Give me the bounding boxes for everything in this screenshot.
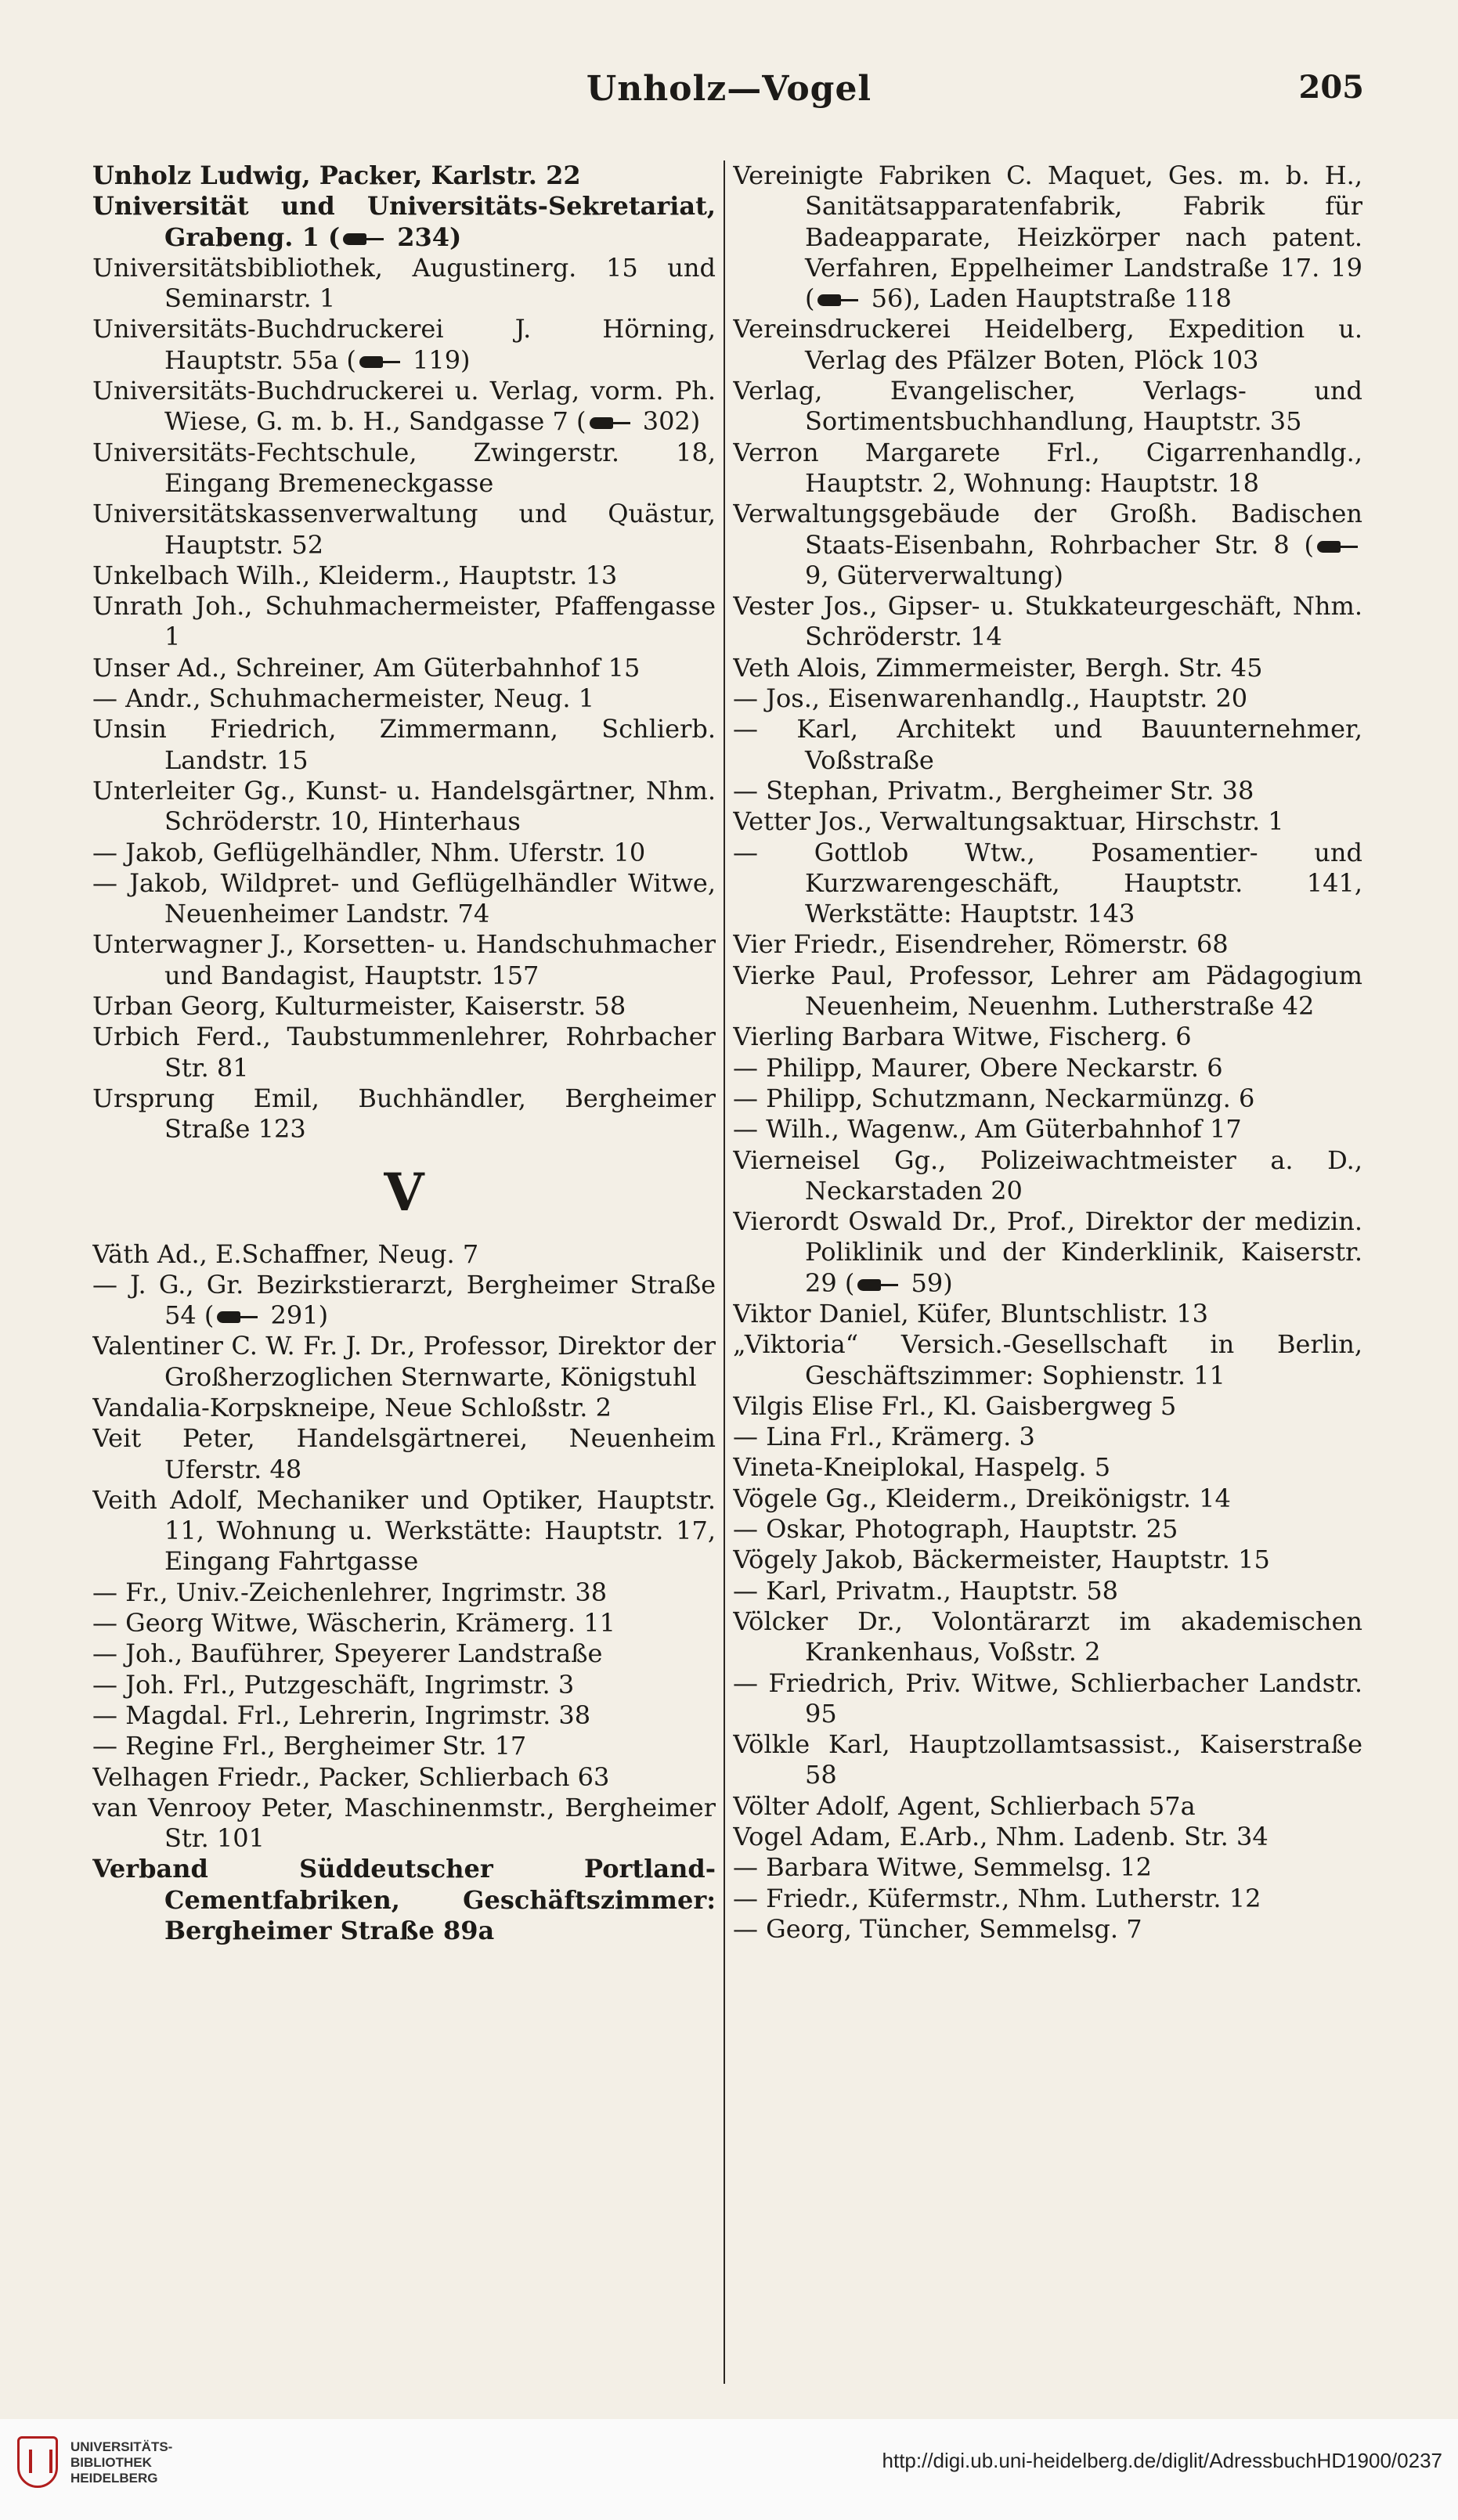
directory-entry	[733, 1668, 1362, 1730]
directory-entry	[733, 438, 1362, 499]
directory-entry	[733, 1606, 1362, 1668]
directory-entry	[92, 838, 716, 868]
entry-text: — Gottlob Wtw., Posamentier- und Kurzwarengeschäft, Hauptstr. 141, Werkstätte: Hauptstr. 143	[733, 837, 1362, 929]
directory-entry	[733, 838, 1362, 930]
entry-text: Verlag, Evangelischer, Verlags- und Sortimentsbuchhandlung, Hauptstr. 35	[733, 376, 1362, 437]
logo-line-2: BIBLIOTHEK	[70, 2455, 152, 2470]
telephone-icon	[343, 230, 385, 247]
directory-entry	[733, 1299, 1362, 1329]
directory-entry	[733, 961, 1362, 1022]
directory-entry	[92, 1393, 716, 1423]
entry-text: — Magdal. Frl., Lehrerin, Ingrimstr. 38	[92, 1700, 591, 1730]
directory-entry	[92, 1423, 716, 1485]
footer	[0, 2419, 1458, 2520]
directory-entry	[92, 1762, 716, 1793]
entry-text: Valentiner C. W. Fr. J. Dr., Professor, Direktor der Großherzoglichen Sternwarte, Königstuhl	[92, 1331, 716, 1392]
directory-entry	[92, 438, 716, 499]
entry-text: Universitätsbibliothek, Augustinerg. 15 und Seminarstr. 1	[92, 252, 716, 314]
entry-text: Unkelbach Wilh., Kleiderm., Hauptstr. 13	[92, 560, 618, 590]
entry-text: — Regine Frl., Bergheimer Str. 17	[92, 1731, 527, 1761]
directory-entry	[733, 160, 1362, 314]
directory-entry	[733, 1822, 1362, 1852]
directory-entry	[733, 1545, 1362, 1575]
entry-text: van Venrooy Peter, Maschinenmstr., Bergheimer Str. 101	[92, 1792, 716, 1854]
entry-text: — Stephan, Privatm., Bergheimer Str. 38	[733, 775, 1254, 806]
page-number: 205	[1298, 69, 1364, 106]
directory-entry	[733, 1022, 1362, 1052]
entry-text: — Oskar, Photograph, Hauptstr. 25	[733, 1514, 1178, 1545]
directory-entry	[92, 929, 716, 991]
entry-text: Unterleiter Gg., Kunst- u. Handelsgärtner, Nhm. Schröderstr. 10, Hinterhaus	[92, 775, 716, 837]
entry-text: Verband Süddeutscher Portland-Cementfabriken, Geschäftszimmer: Bergheimer Straße 89a	[92, 1854, 716, 1946]
entry-text: — Joh. Frl., Putzgeschäft, Ingrimstr. 3	[92, 1669, 575, 1700]
entry-text: — Lina Frl., Krämerg. 3	[733, 1422, 1035, 1452]
telephone-icon	[1317, 538, 1359, 555]
entry-text: — Barbara Witwe, Semmelsg. 12	[733, 1852, 1152, 1883]
entry-text: — Karl, Privatm., Hauptstr. 58	[733, 1575, 1119, 1606]
entry-text: — Andr., Schuhmachermeister, Neug. 1	[92, 683, 595, 714]
entry-text: Universitäts-Fechtschule, Zwingerstr. 18, Eingang Bremeneckgasse	[92, 437, 716, 498]
entry-text: Universitätskassenverwaltung und Quästur, Hauptstr. 52	[92, 499, 716, 560]
entry-text: Velhagen Friedr., Packer, Schlierbach 63	[92, 1761, 610, 1792]
entry-text: Vilgis Elise Frl., Kl. Gaisbergweg 5	[733, 1390, 1177, 1421]
directory-entry	[92, 1731, 716, 1761]
entry-text: Verwaltungsgebäude der Großh. Badischen Staats-Eisenbahn, Rohrbacher Str. 8 ( 9, Güterverwaltung)	[733, 499, 1362, 590]
entry-text: — Jakob, Geflügelhändler, Nhm. Uferstr. 10	[92, 837, 646, 867]
left-column	[92, 160, 716, 2392]
entry-text: Urban Georg, Kulturmeister, Kaiserstr. 58	[92, 991, 626, 1022]
entry-text: — Philipp, Maurer, Obere Neckarstr. 6	[733, 1052, 1223, 1083]
entry-text: — Joh., Bauführer, Speyerer Landstraße	[92, 1639, 603, 1669]
entry-text: — Karl, Architekt und Bauunternehmer, Voßstraße	[733, 714, 1362, 775]
directory-entry	[733, 653, 1362, 683]
directory-entry	[92, 1608, 716, 1639]
entry-text: Vögely Jakob, Bäckermeister, Hauptstr. 15	[733, 1545, 1270, 1575]
directory-entry	[733, 1514, 1362, 1545]
directory-entry	[733, 1391, 1362, 1422]
entry-text: — J. G., Gr. Bezirkstierarzt, Bergheimer Straße 54 ( 291)	[92, 1269, 716, 1331]
directory-entry	[92, 561, 716, 591]
entry-text: Veith Adolf, Mechaniker und Optiker, Hauptstr. 11, Wohnung u. Werkstätte: Hauptstr. 17, Eingang Fahrtgasse	[92, 1484, 716, 1577]
logo-line-1: UNIVERSITÄTS-	[70, 2439, 173, 2454]
page-header	[94, 61, 1364, 116]
directory-entry	[92, 376, 716, 438]
directory-entry	[733, 776, 1362, 806]
directory-entry	[733, 1914, 1362, 1945]
directory-entry	[733, 1114, 1362, 1145]
entry-text: Vereinsdruckerei Heidelberg, Expedition u. Verlag des Pfälzer Boten, Plöck 103	[733, 314, 1362, 375]
library-logo-icon	[17, 2436, 58, 2488]
directory-entry	[733, 376, 1362, 438]
directory-entry	[733, 1791, 1362, 1822]
entry-text: — Jos., Eisenwarenhandlg., Hauptstr. 20	[733, 683, 1248, 714]
directory-entry	[92, 591, 716, 653]
directory-entry	[92, 1485, 716, 1577]
entry-text: Vereinigte Fabriken C. Maquet, Ges. m. b. H., Sanitätsapparatenfabrik, Fabrik für Badeapparate, Heizkörper nach patent. Verfahren, Eppelheimer Landstraße 17. 19 ( 56), Laden Hauptstraße 118	[733, 160, 1362, 314]
directory-entry	[92, 1022, 716, 1083]
entry-text: Vierke Paul, Professor, Lehrer am Pädagogium Neuenheim, Neuenhm. Lutherstraße 42	[733, 960, 1362, 1022]
directory-entry	[733, 1145, 1362, 1207]
entry-text: Vester Jos., Gipser- u. Stukkateurgeschäft, Nhm. Schröderstr. 14	[733, 591, 1362, 652]
entry-text: Unsin Friedrich, Zimmermann, Schlierb. Landstr. 15	[92, 714, 716, 775]
directory-entry	[92, 1854, 716, 1946]
entry-text: Vineta-Kneiplokal, Haspelg. 5	[733, 1452, 1111, 1483]
directory-entry	[92, 1331, 716, 1393]
directory-entry	[733, 1329, 1362, 1391]
entry-text: Urbich Ferd., Taubstummenlehrer, Rohrbacher Str. 81	[92, 1022, 716, 1083]
telephone-icon	[217, 1308, 259, 1325]
entry-text: — Jakob, Wildpret- und Geflügelhändler Witwe, Neuenheimer Landstr. 74	[92, 867, 716, 929]
directory-entry	[92, 653, 716, 683]
entry-text: — Georg Witwe, Wäscherin, Krämerg. 11	[92, 1608, 615, 1639]
directory-entry	[733, 1053, 1362, 1083]
entry-text: — Friedr., Küfermstr., Nhm. Lutherstr. 12	[733, 1883, 1261, 1913]
column-divider	[724, 160, 725, 2384]
directory-entry	[92, 499, 716, 561]
directory-entry	[92, 1577, 716, 1608]
entry-text: — Philipp, Schutzmann, Neckarmünzg. 6	[733, 1083, 1255, 1113]
directory-entry	[733, 1484, 1362, 1514]
directory-entry	[92, 1270, 716, 1332]
directory-entry	[733, 1422, 1362, 1452]
telephone-icon	[817, 291, 860, 308]
directory-entry	[733, 714, 1362, 776]
entry-text: „Viktoria“ Versich.-Gesellschaft in Berlin, Geschäftszimmer: Sophienstr. 11	[733, 1329, 1362, 1390]
entry-text: Völcker Dr., Volontärarzt im akademischen Krankenhaus, Voßstr. 2	[733, 1606, 1362, 1667]
entry-text: Ursprung Emil, Buchhändler, Bergheimer Straße 123	[92, 1083, 716, 1145]
directory-entry	[92, 191, 716, 253]
directory-entry	[733, 1083, 1362, 1114]
telephone-icon	[359, 353, 402, 370]
directory-entry	[733, 1576, 1362, 1606]
entry-text: Universitäts-Buchdruckerei u. Verlag, vorm. Ph. Wiese, G. m. b. H., Sandgasse 7 ( 302)	[92, 376, 716, 437]
entry-text: Vierling Barbara Witwe, Fischerg. 6	[733, 1022, 1192, 1052]
entry-text: Vier Friedr., Eisendreher, Römerstr. 68	[733, 929, 1229, 960]
entry-text: Viktor Daniel, Küfer, Bluntschlistr. 13	[733, 1298, 1208, 1328]
directory-entry	[733, 929, 1362, 960]
entry-text: Vogel Adam, E.Arb., Nhm. Ladenb. Str. 34	[733, 1822, 1269, 1852]
directory-entry	[92, 1670, 716, 1700]
entry-text: — Wilh., Wagenw., Am Güterbahnhof 17	[733, 1114, 1242, 1145]
logo-line-3: HEIDELBERG	[70, 2471, 158, 2486]
entry-text: Völter Adolf, Agent, Schlierbach 57a	[733, 1790, 1196, 1821]
source-url-link[interactable]: http://digi.ub.uni-heidelberg.de/diglit/AdressbuchHD1900/0237	[882, 2449, 1442, 2472]
directory-entry	[92, 1083, 716, 1145]
library-logo-text	[70, 2439, 172, 2486]
entry-text: Vögele Gg., Kleiderm., Dreikönigstr. 14	[733, 1483, 1231, 1513]
entry-text: Unterwagner J., Korsetten- u. Handschuhmacher und Bandagist, Hauptstr. 157	[92, 929, 716, 990]
entry-text: Völkle Karl, Hauptzollamtsassist., Kaiserstraße 58	[733, 1729, 1362, 1790]
directory-entry	[92, 1639, 716, 1669]
entry-text: Unser Ad., Schreiner, Am Güterbahnhof 15	[92, 652, 641, 683]
section-heading: V	[384, 1161, 424, 1223]
entry-text: — Fr., Univ.-Zeichenlehrer, Ingrimstr. 38	[92, 1577, 608, 1607]
entry-text: Verron Margarete Frl., Cigarrenhandlg., Hauptstr. 2, Wohnung: Hauptstr. 18	[733, 437, 1362, 498]
entry-text: Unholz Ludwig, Packer, Karlstr. 22	[92, 160, 581, 190]
telephone-icon	[590, 414, 632, 431]
directory-entry	[92, 991, 716, 1022]
directory-entry	[733, 1729, 1362, 1791]
entry-text: Vierneisel Gg., Polizeiwachtmeister a. D., Neckarstaden 20	[733, 1145, 1362, 1206]
directory-entry	[733, 314, 1362, 376]
page-title: Unholz—Vogel	[586, 69, 872, 109]
directory-entry	[733, 499, 1362, 591]
entry-text: Vierordt Oswald Dr., Prof., Direktor der medizin. Poliklinik und der Kinderklinik, Kaiserstr. 29 ( 59)	[733, 1206, 1362, 1298]
directory-entry	[733, 1852, 1362, 1883]
directory-entry	[92, 1239, 716, 1270]
entry-text: Väth Ad., E.Schaffner, Neug. 7	[92, 1238, 479, 1269]
entry-text: Vetter Jos., Verwaltungsaktuar, Hirschstr. 1	[733, 806, 1284, 837]
directory-entry	[92, 1793, 716, 1855]
directory-entry	[92, 714, 716, 776]
directory-entry	[92, 868, 716, 930]
entry-text: Universitäts-Buchdruckerei J. Hörning, Hauptstr. 55a ( 119)	[92, 314, 716, 375]
entry-text: — Georg, Tüncher, Semmelsg. 7	[733, 1913, 1142, 1944]
directory-entry	[92, 160, 716, 191]
entry-text: — Friedrich, Priv. Witwe, Schlierbacher Landstr. 95	[733, 1667, 1362, 1729]
directory-entry	[733, 1206, 1362, 1299]
directory-entry	[92, 1700, 716, 1731]
directory-entry	[92, 776, 716, 838]
entry-text: Vandalia-Korpskneipe, Neue Schloßstr. 2	[92, 1392, 612, 1422]
entry-text: Veth Alois, Zimmermeister, Bergh. Str. 45	[733, 652, 1263, 683]
directory-entry	[733, 683, 1362, 714]
entry-text: Veit Peter, Handelsgärtnerei, Neuenheim Uferstr. 48	[92, 1423, 716, 1484]
directory-entry	[733, 1884, 1362, 1914]
directory-entry	[733, 1452, 1362, 1483]
directory-entry	[92, 253, 716, 315]
directory-entry	[733, 806, 1362, 837]
right-column	[733, 160, 1362, 2392]
directory-entry	[92, 314, 716, 376]
entry-text: Unrath Joh., Schuhmachermeister, Pfaffengasse 1	[92, 591, 716, 652]
telephone-icon	[857, 1276, 900, 1293]
directory-entry	[92, 683, 716, 714]
directory-entry	[733, 591, 1362, 653]
entry-text: Universität und Universitäts-Sekretariat, Grabeng. 1 ( 234)	[92, 191, 716, 252]
